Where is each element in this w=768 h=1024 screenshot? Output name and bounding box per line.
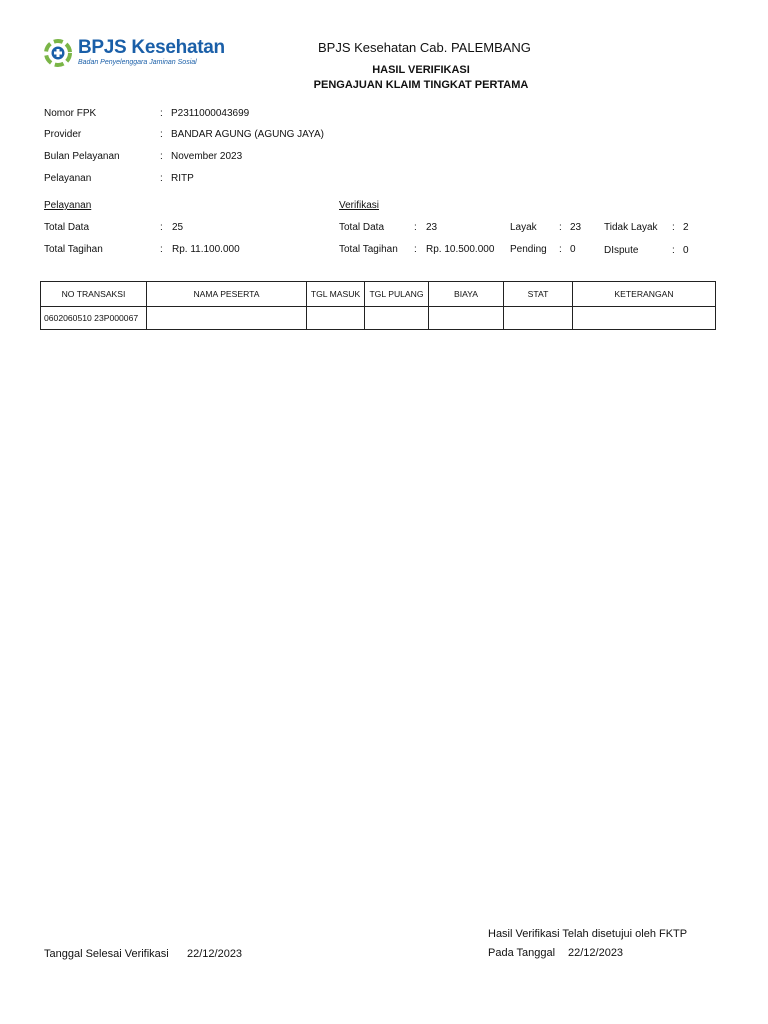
pelayanan-heading: Pelayanan	[44, 200, 92, 211]
verifikasi-total-data-label: Total Data	[339, 222, 385, 233]
info-colon: :	[160, 151, 163, 162]
col-header-tgl-pulang: TGL PULANG	[365, 282, 429, 307]
info-colon: :	[160, 129, 163, 140]
verifikasi-dispute: 0	[683, 245, 689, 256]
bpjs-logo	[44, 38, 225, 67]
pelayanan-total-tagihan: Rp. 11.100.000	[172, 244, 240, 255]
logo-name-kesehatan: Kesehatan	[131, 37, 225, 58]
doc-title: HASIL VERIFIKASI	[372, 64, 470, 76]
logo-name-bpjs: BPJS	[78, 37, 127, 58]
footer-approval-text: Hasil Verifikasi Telah disetujui oleh FKTP	[488, 928, 688, 940]
cell-no-transaksi: 0602060510 23P000067	[41, 307, 147, 330]
info-value: P2311000043699	[171, 108, 250, 119]
verifikasi-tidak-layak-label: Tidak Layak	[604, 222, 658, 233]
col-header-stat: STAT	[504, 282, 573, 307]
info-colon: :	[160, 173, 163, 184]
verifikasi-tidak-layak: 2	[683, 222, 689, 233]
cell-stat	[504, 307, 573, 330]
verifikasi-dispute-label: DIspute	[604, 245, 639, 256]
branch-name: BPJS Kesehatan Cab. PALEMBANG	[318, 40, 531, 55]
info-label: Provider	[44, 129, 82, 140]
cell-tgl-masuk	[307, 307, 365, 330]
verifikasi-total-tagihan-colon: :	[414, 244, 417, 255]
claims-table	[40, 281, 716, 330]
verifikasi-total-data: 23	[426, 222, 438, 233]
cell-tgl-pulang	[365, 307, 429, 330]
pelayanan-total-data-colon: :	[160, 222, 163, 233]
footer-pada-tanggal-label: Pada Tanggal	[488, 947, 556, 959]
footer-selesai-label: Tanggal Selesai Verifikasi	[44, 948, 169, 960]
verifikasi-dispute-colon: :	[672, 245, 675, 256]
info-value: RITP	[171, 173, 194, 184]
info-colon: :	[160, 108, 163, 119]
info-label: Pelayanan	[44, 173, 92, 184]
table-header-row	[41, 282, 716, 307]
info-label: Nomor FPK	[44, 108, 97, 119]
verifikasi-pending-colon: :	[559, 244, 562, 255]
cell-nama-peserta	[147, 307, 307, 330]
logo-subtitle: Badan Penyelenggara Jaminan Sosial	[78, 59, 197, 66]
col-header-nama-peserta: NAMA PESERTA	[147, 282, 307, 307]
verifikasi-total-tagihan: Rp. 10.500.000	[426, 244, 495, 255]
pelayanan-total-tagihan-colon: :	[160, 244, 163, 255]
footer-pada-tanggal-date: 22/12/2023	[568, 947, 624, 959]
info-label: Bulan Pelayanan	[44, 151, 120, 162]
pelayanan-total-tagihan-label: Total Tagihan	[44, 244, 103, 255]
verifikasi-layak: 23	[570, 222, 582, 233]
verifikasi-tidak-layak-colon: :	[672, 222, 675, 233]
table-row	[41, 307, 716, 330]
verifikasi-pending-label: Pending	[510, 244, 547, 255]
cell-keterangan	[573, 307, 716, 330]
footer-selesai-date: 22/12/2023	[187, 948, 243, 960]
bpjs-logo-icon	[44, 39, 72, 67]
verifikasi-total-tagihan-label: Total Tagihan	[339, 244, 398, 255]
verifikasi-pending: 0	[570, 244, 576, 255]
doc-subtitle: PENGAJUAN KLAIM TINGKAT PERTAMA	[313, 79, 529, 91]
verifikasi-total-data-colon: :	[414, 222, 417, 233]
verifikasi-layak-label: Layak	[510, 222, 537, 233]
pelayanan-total-data-label: Total Data	[44, 222, 90, 233]
cell-biaya	[429, 307, 504, 330]
info-value: November 2023	[171, 151, 243, 162]
pelayanan-total-data: 25	[172, 222, 184, 233]
verifikasi-layak-colon: :	[559, 222, 562, 233]
col-header-tgl-masuk: TGL MASUK	[307, 282, 365, 307]
col-header-biaya: BIAYA	[429, 282, 504, 307]
col-header-keterangan: KETERANGAN	[573, 282, 716, 307]
col-header-no-transaksi: NO TRANSAKSI	[41, 282, 147, 307]
info-value: BANDAR AGUNG (AGUNG JAYA)	[171, 129, 324, 140]
verifikasi-heading: Verifikasi	[339, 200, 380, 211]
